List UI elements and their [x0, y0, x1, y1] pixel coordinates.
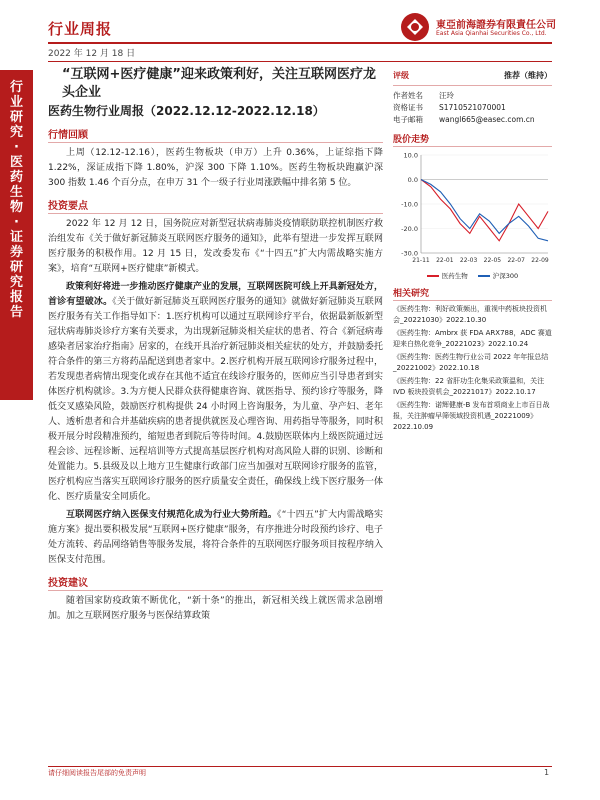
analyst-row — [393, 90, 552, 102]
email-row — [393, 114, 552, 126]
x-tick-label: 22-09 — [531, 257, 549, 264]
header-rule-secondary — [48, 61, 552, 62]
category-band-text: 行 业 研 究 · 医 药 生 物 · 证 券 研 究 报 告 — [9, 80, 23, 320]
email-label: 电子邮箱 — [393, 115, 423, 124]
paragraph-policy-detail-body: 《关于做好新冠肺炎互联网医疗服务的通知》就做好新冠肺炎互联网医疗服务有关工作指导如下：1.医疗机构可以通过互联网诊疗平台，依据最新版新型冠状病毒肺炎诊疗方案有关要求，为出现新冠肺炎相关症状的患者、符合《新冠病毒感染者居家治疗指南》居家的，在线开具治疗新冠肺炎相关症状的处方，并鼓励委托符合条件的第三方将药品配送到患者家中。2.医疗机构开展互联网诊疗服务过程中，若发现患者病情出现变化或存在其他不适宜在线诊疗服务的，医师应当引导患者到实体医疗机构就诊。3.为方便人民群众获得健康咨询、就医指导、预约诊疗等服务，降低交叉感染风险，鼓励医疗机构提供 24 小时网上咨询服务，为儿童、孕产妇、老年人、透析患者和合并基础疾病的患者提供就医及心理咨询、用药指导等服务，同时积极开展分时段精准预约，缩短患者到院后等待时间。4.鼓励医联体内上级医院通过远程会诊、远程诊断、远程培训等方式提高基层医疗机构对高风险人群的识别、诊断和处置能力。5.县级及以上地方卫生健康行政部门应当加强对互联网诊疗服务的监管，医疗机构应当落实互联网诊疗服务的医疗质量安全责任，确保线上线下医疗服务一体化、医疗质量安全同质化。 — [48, 297, 383, 502]
series-line-csi300 — [421, 180, 548, 241]
related-item[interactable]: 《医药生物：诺辉健康-B 发布首项商业上市百日战报，关注肿瘤早筛领域投资机遇_20221009》2022.10.09 — [393, 401, 550, 431]
paragraph-insurance-body: 《“十四五”扩大内需战略实施方案》提出要积极发展“互联网+医疗健康”服务，有序推进分时段预约诊疗、电子处方流转、药品网络销售等服务发展，将符合条件的互联网医疗服务项目按程序纳入医保支付范围。 — [48, 510, 383, 565]
y-tick-label: 0.0 — [407, 176, 418, 184]
paragraph-insurance — [48, 508, 383, 568]
category-band — [0, 70, 33, 400]
page-number: 1 — [544, 768, 550, 777]
related-item[interactable]: 《医药生物：Ambrx 获 FDA ARX788，ADC 赛道迎来白热化竞争_20221023》2022.10.24 — [393, 329, 552, 348]
sidebar — [393, 66, 552, 435]
analyst-name: 汪玲 — [439, 91, 454, 100]
paragraph-advice: 随着国家防疫政策不断优化，“新十条”的推出，新冠相关线上就医需求急剧增加。加之互联网医疗服务与医保结算政策 — [48, 596, 383, 621]
footer-rule — [48, 766, 552, 767]
paragraph-policy-detail-lead: 政策利好将进一步推动医疗健康产业的发展，互联网医院可线上开具新冠处方，首诊有望破冰。 — [48, 282, 383, 307]
disclaimer: 请仔细阅读报告尾部的免责声明 — [48, 769, 146, 777]
rating-value: 推荐（维持） — [504, 71, 552, 80]
header-rule — [48, 42, 552, 44]
y-tick-label: -10.0 — [401, 200, 418, 209]
headline: “互联网+医疗健康”迎来政策利好，关注互联网医疗龙头企业 — [62, 67, 376, 100]
section-related-research: 相关研究 — [393, 286, 552, 301]
section-investment-points: 投资要点 — [48, 197, 383, 214]
related-item[interactable]: 《医药生物：22 省肝功生化集采政策温和，关注 IVD 板块投资机会_20221017》2022.10.17 — [393, 377, 545, 396]
chart-legend — [393, 271, 552, 280]
legend-item-csi300 — [478, 271, 518, 280]
legend-item-pharma — [427, 271, 468, 280]
price-trend-chart — [393, 149, 552, 269]
rating-row — [393, 66, 552, 86]
email-address[interactable]: wangl665@easec.com.cn — [439, 115, 535, 124]
section-market-review: 行情回顾 — [48, 126, 383, 143]
company-name-cn: 東亞前海證券有限責任公司 — [436, 20, 556, 31]
cert-row — [393, 102, 552, 114]
x-tick-label: 22-01 — [436, 257, 454, 264]
company-logo-icon — [400, 12, 430, 42]
legend-label-csi300: 沪深300 — [492, 272, 519, 280]
related-research-list — [393, 304, 552, 433]
legend-label-pharma: 医药生物 — [441, 272, 468, 280]
rating-label: 评级 — [393, 71, 409, 80]
legend-swatch-csi300 — [478, 275, 490, 277]
company-name-en: East Asia Qianhai Securities Co., Ltd. — [436, 30, 547, 37]
x-tick-label: 21-11 — [412, 257, 430, 264]
market-review-text: 上周（12.12-12.16），医药生物板块（申万）上升 0.36%，上证综指下降 1.22%，深证成指下降 1.80%，沪深 300 下降 1.10%。医药生物板块跑赢沪深 300 指数 1.46 个百分点，在申万 31 个一级子行业周涨跌幅中排名第 5 位。 — [48, 148, 383, 188]
section-investment-advice: 投资建议 — [48, 574, 383, 591]
report-date: 2022 年 12 月 18 日 — [48, 49, 136, 59]
y-tick-label: -30.0 — [401, 249, 418, 258]
analyst-label: 作者姓名 — [393, 91, 423, 100]
x-tick-label: 22-03 — [459, 257, 478, 264]
paragraph-insurance-lead: 互联网医疗纳入医保支付规范化成为行业大势所趋。 — [66, 510, 278, 520]
related-item[interactable]: 《医药生物：利好政策频出，重视中药板块投资机会_20221030》2022.10.30 — [393, 305, 547, 324]
section-price-trend: 股价走势 — [393, 132, 552, 147]
x-tick-label: 22-05 — [483, 257, 502, 264]
report-type: 行业周报 — [48, 20, 113, 38]
legend-swatch-pharma — [427, 275, 439, 277]
price-trend-svg — [393, 149, 552, 269]
cert-label: 资格证书 — [393, 103, 423, 112]
cert-number: S1710521070001 — [439, 103, 506, 112]
subtitle: 医药生物行业周报（2022.12.12-2022.12.18） — [48, 104, 325, 118]
related-item[interactable]: 《医药生物：医药生物行业公司 2022 年年报总结_20221002》2022.10.18 — [393, 353, 549, 372]
y-tick-label: -20.0 — [401, 225, 418, 233]
series-line-pharma — [421, 180, 548, 241]
main-content — [48, 66, 383, 624]
y-tick-label: 10.0 — [403, 151, 418, 160]
x-tick-label: 22-07 — [507, 257, 525, 264]
paragraph-policy-detail — [48, 280, 383, 505]
paragraph-policy-news: 2022 年 12 月 12 日，国务院应对新型冠状病毒肺炎疫情联防联控机制医疗救治组发布《关于做好新冠肺炎互联网医疗服务的通知》，此举有望进一步发挥互联网医疗服务的积极作用。12 月 15 日，发改委发布《“十四五”扩大内需战略实施方案》，培育“互联网+医疗健康”新模式。 — [48, 219, 383, 274]
